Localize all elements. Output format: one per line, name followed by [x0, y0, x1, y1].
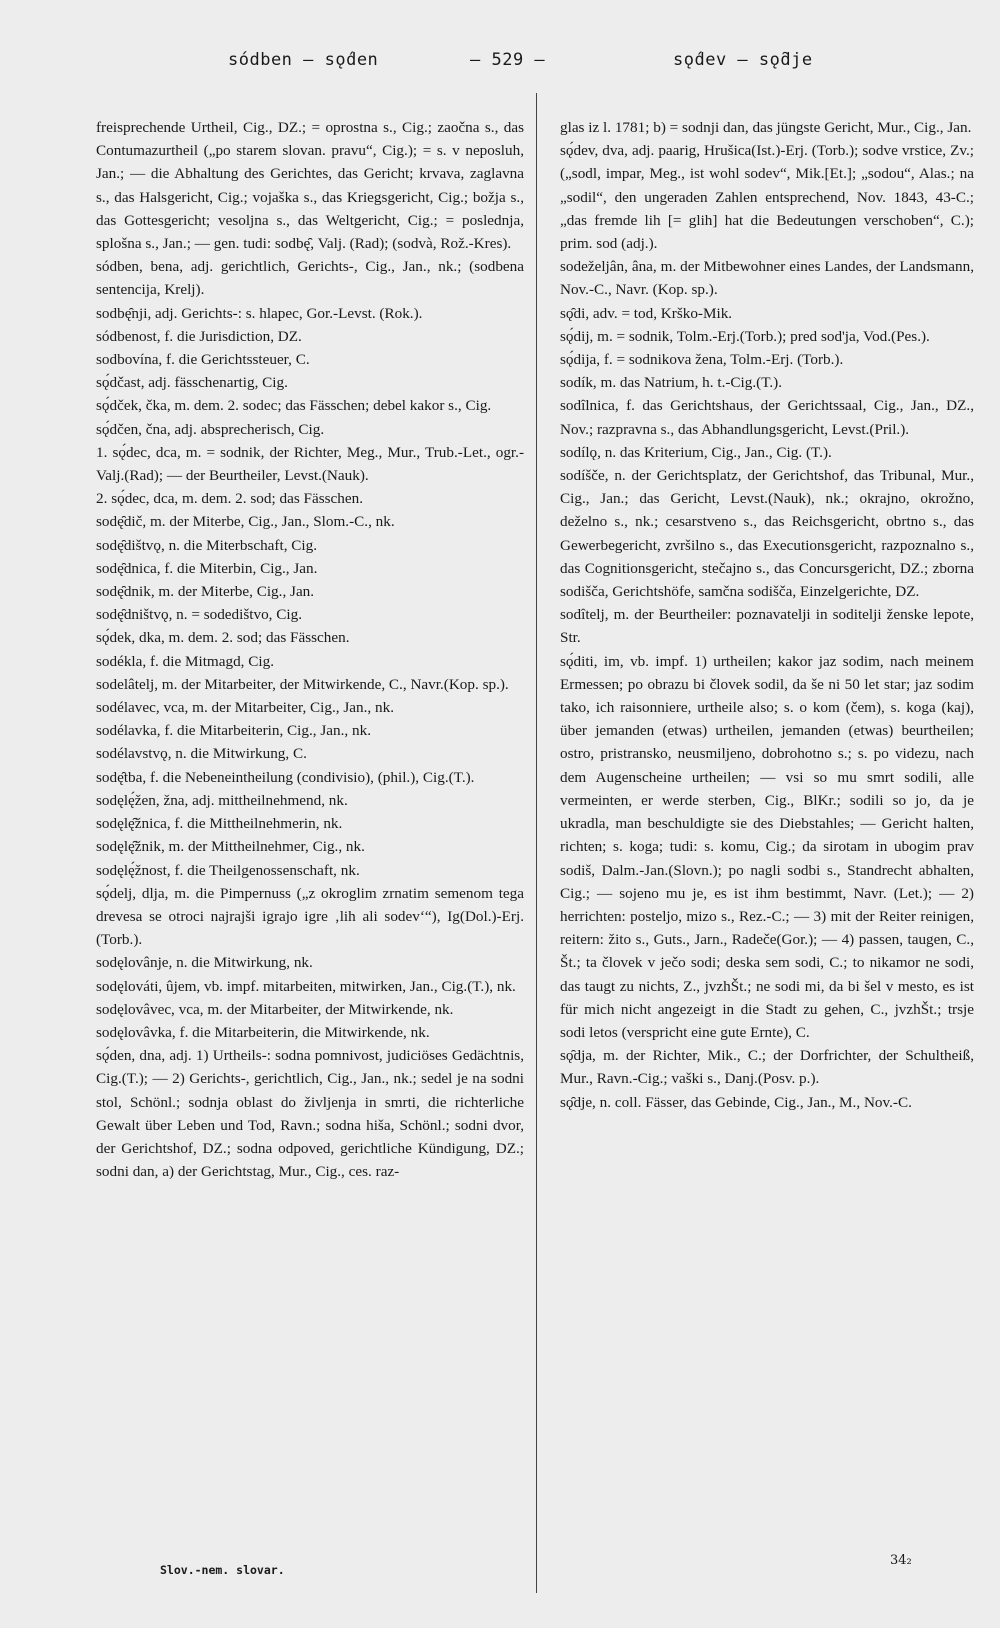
dictionary-entry: sǫ̑di, adv. = tod, Krško-Mik.	[560, 304, 733, 322]
dictionary-entry: sodelâtelj, m. der Mitarbeiter, der Mitwirkende, C., Navr.(Kop. sp.).	[96, 675, 509, 693]
column-divider	[536, 93, 537, 1593]
page-number: — 529 —	[470, 50, 546, 70]
dictionary-entry: sodę̑dnik, m. der Miterbe, Cig., Jan.	[96, 583, 315, 601]
dictionary-entry: freisprechende Urtheil, Cig., DZ.; = oprostna s., Cig.; zaočna s., das Contumazurtheil („po starem slovan. pravu“, Cig.); = s. v neposluh, Jan.; — die Abhaltung des Gerichtes, das Gericht; krvava, zaglavna s., das Halsgericht, Cig.; vojaška s., das Kriegsgericht, Cig.; božja s., das Gottesgericht; vesoljna s., das Weltgericht, Cig.; = poslednja, splošna s., Jan.; — gen. tudi: sodbę̑, Valj. (Rad); (sodvà, Rož.-Kres).	[96, 119, 524, 253]
dictionary-entry: sodęlovâvec, vca, m. der Mitarbeiter, der Mitwirkende, nk.	[96, 1000, 454, 1018]
dictionary-entry: sodęlę̑žnik, m. der Mittheilnehmer, Cig., nk.	[96, 838, 365, 856]
dictionary-entry: sodílǫ, n. das Kriterium, Cig., Jan., Cig. (T.).	[560, 443, 832, 461]
dictionary-entry: sodęlę̑žnica, f. die Mittheilnehmerin, nk.	[96, 815, 343, 833]
dictionary-entry: sodęlę́žen, žna, adj. mittheilnehmend, nk.	[96, 791, 348, 809]
dictionary-entry: sodélavstvǫ, n. die Mitwirkung, C.	[96, 745, 307, 763]
dictionary-entry: sodęlovâvka, f. die Mitarbeiterin, die Mitwirkende, nk.	[96, 1023, 430, 1041]
dictionary-entry: sodę̑tba, f. die Nebeneintheilung (condivisio), (phil.), Cig.(T.).	[96, 768, 475, 786]
dictionary-entry: sodeželjân, âna, m. der Mitbewohner eines Landes, der Landsmann, Nov.-C., Navr. (Kop. sp.).	[560, 258, 974, 299]
footer-sheet-mark: 34₂	[890, 1553, 912, 1568]
dictionary-entry: sodélavec, vca, m. der Mitarbeiter, Cig., Jan., nk.	[96, 699, 394, 717]
header-right-guideword: sǫ́dev — sǫ̑dje	[673, 50, 813, 70]
dictionary-entry: sǫ́dek, dka, m. dem. 2. sod; das Fässchen.	[96, 629, 350, 647]
dictionary-entry: sǫ́delj, dlja, m. die Pimpernuss („z okroglim zrnatim semenom tega drevesa se otroci najrajši igrajo igre ‚lih ali sodev‘“), Ig(Dol.)-Erj.(Torb.).	[96, 884, 524, 949]
page-header	[0, 50, 1000, 76]
header-left-guideword: sódben — sǫ́den	[228, 50, 379, 70]
footer-signature: Slov.-nem. slovar.	[160, 1563, 285, 1577]
dictionary-entry: sodélavka, f. die Mitarbeiterin, Cig., Jan., nk.	[96, 722, 371, 740]
dictionary-entry: sodík, m. das Natrium, h. t.-Cig.(T.).	[560, 374, 783, 392]
dictionary-entry: sǫ̑dja, m. der Richter, Mik., C.; der Dorfrichter, der Schultheiß, Mur., Ravn.-Cig.; vaški s., Danj.(Posv. p.).	[560, 1047, 974, 1088]
dictionary-entry: sódben, bena, adj. gerichtlich, Gerichts-, Cig., Jan., nk.; (sodbena sentencija, Krelj).	[96, 258, 524, 299]
dictionary-entry: sǫ́den, dna, adj. 1) Urtheils-: sodna pomnivost, judiciöses Gedächtnis, Cig.(T.); — 2) Gerichts-, gerichtlich, Cig., Jan., nk.; sedel je na sodni stol, Schönl.; sodnja oblast do življenja in smrti, die richterliche Gewalt über Leben und Tod, Ravn.; sodna hiša, Schönl.; sodni dvor, der Gerichtshof, DZ.; sodna odpoved, gerichtliche Kündigung, DZ.; sodni dan, a) der Gerichtstag, Mur., Cig., ces. raz-	[96, 1047, 524, 1181]
dictionary-entry: sodę̑dištvǫ, n. die Miterbschaft, Cig.	[96, 536, 318, 554]
dictionary-entry: sodę̑dnica, f. die Miterbin, Cig., Jan.	[96, 559, 318, 577]
dictionary-entry: sǫ́dija, f. = sodnikova žena, Tolm.-Erj. (Torb.).	[560, 351, 844, 369]
dictionary-entry: sǫ́diti, im, vb. impf. 1) urtheilen; kakor jaz sodim, nach meinem Ermessen; po obrazu bi človek sodil, da še ni 50 let star; jaz sodim tako, ich raisonniere, urtheile also; s. o kom (čem), s. koga (kaj), über jemanden (etwas) urtheilen, jemanden (etwas) beurtheilen; ostro, pristransko, neusmiljeno, dobrohotno s.; s. po videzu, nach dem Augenscheine urtheilen; — vsi so mu smrt sodili, alle vermeinten, er werde sterben, Cig., BlKr.; sodili so jo, da je ukradla, man beschuldigte sie des Diebstahles; — Gericht halten, richten; s. koga; tudi: s. komu, Cig.; da sirotam in ubogim prav sodiš, Dalm.-Jan.(Slovn.); po nagli sodbi s., Standrecht abhalten, Cig.; — sojeno mu je, es ist ihm bestimmt, Navr. (Let.); — 2) herrichten: posteljo, mizo s., Rez.-C.; — 3) mit der Reiter reinigen, reitern: žito s., Guts., Jarn., Radeče(Gor.); — 4) passen, taugen, C., Št.; ta človek v ječo sodi; deska sem sodi, C.; to nikamor ne sodi, das taugt zu nichts, Z., jvzhŠt.; ne sodi mi, da bi šel v mesto, es ist für mich nicht angezeigt in die Stadt zu gehen, C., jvzhŠt.; trsje sodi letos (verspricht eine gute Ernte), C.	[560, 652, 974, 1041]
dictionary-entry: sodę̑dič, m. der Miterbe, Cig., Jan., Slom.-C., nk.	[96, 513, 395, 531]
dictionary-entry: sodékla, f. die Mitmagd, Cig.	[96, 652, 275, 670]
dictionary-entry: sodbovína, f. die Gerichtssteuer, C.	[96, 351, 310, 369]
dictionary-entry: 2. sǫ́dec, dca, m. dem. 2. sod; das Fässchen.	[96, 490, 363, 508]
right-column	[560, 116, 974, 1114]
dictionary-entry: sodbę̑nji, adj. Gerichts-: s. hlapec, Gor.-Levst. (Rok.).	[96, 304, 423, 322]
dictionary-entry: sodíšče, n. der Gerichtsplatz, der Gerichtshof, das Tribunal, Mur., Cig., Jan.; das Gericht, Levst.(Nauk), nk.; okrajno, okrožno, deželno s., nk.; cesarstveno s., das Reichsgericht, obrtno s., das Gewerbegericht, zvršilno s., das Executionsgericht, razpoznalno s., das Cognitionsgericht, stečajno s., das Concursgericht, DZ.; zborna sodišča, Gerichtshöfe, samčna sodišča, Einzelgerichte, DZ.	[560, 467, 974, 601]
left-column	[96, 116, 524, 1183]
dictionary-entry: sodę̑dništvǫ, n. = sodedištvo, Cig.	[96, 606, 303, 624]
dictionary-entry: sodęlę́žnost, f. die Theilgenossenschaft, nk.	[96, 861, 360, 879]
dictionary-entry: sǫ́dčen, čna, adj. absprecherisch, Cig.	[96, 420, 325, 438]
dictionary-entry: sǫ̑dje, n. coll. Fässer, das Gebinde, Cig., Jan., M., Nov.-C.	[560, 1093, 912, 1111]
dictionary-entry: sodęlováti, ûjem, vb. impf. mitarbeiten, mitwirken, Jan., Cig.(T.), nk.	[96, 977, 516, 995]
dictionary-entry: sodîlnica, f. das Gerichtshaus, der Gerichtssaal, Cig., Jan., DZ., Nov.; razpravna s., das Abhandlungsgericht, Levst.(Pril.).	[560, 397, 974, 438]
dictionary-entry: sodęlovânje, n. die Mitwirkung, nk.	[96, 954, 313, 972]
dictionary-entry: sǫ́dij, m. = sodnik, Tolm.-Erj.(Torb.); pred sod'ja, Vod.(Pes.).	[560, 327, 930, 345]
dictionary-entry: 1. sǫ́dec, dca, m. = sodnik, der Richter, Meg., Mur., Trub.-Let., ogr.-Valj.(Rad); — der Beurtheiler, Levst.(Nauk).	[96, 443, 524, 485]
dictionary-entry: sódbenost, f. die Jurisdiction, DZ.	[96, 327, 302, 345]
dictionary-entry: sǫ́dček, čka, m. dem. 2. sodec; das Fässchen; debel kakor s., Cig.	[96, 397, 492, 415]
dictionary-entry: sodîtelj, m. der Beurtheiler: poznavatelji in soditelji ženske lepote, Str.	[560, 606, 974, 647]
dictionary-entry: sǫ́dčast, adj. fässchenartig, Cig.	[96, 374, 288, 392]
dictionary-entry: glas iz l. 1781; b) = sodnji dan, das jüngste Gericht, Mur., Cig., Jan.	[560, 119, 972, 136]
dictionary-entry: sǫ́dev, dva, adj. paarig, Hrušica(Ist.)-Erj. (Torb.); sodve vrstice, Zv.; („sodl, impar, Meg., ist wohl sodev“, Mik.[Et.]; „sodou“, Alas.; na „sodil“, den ungeraden Zahlen entsprechend, Nov. 1843, 43-C.; „das fremde lih [= glih] hat die Bedeutungen verschoben“, C.); prim. sod (adj.).	[560, 142, 974, 253]
